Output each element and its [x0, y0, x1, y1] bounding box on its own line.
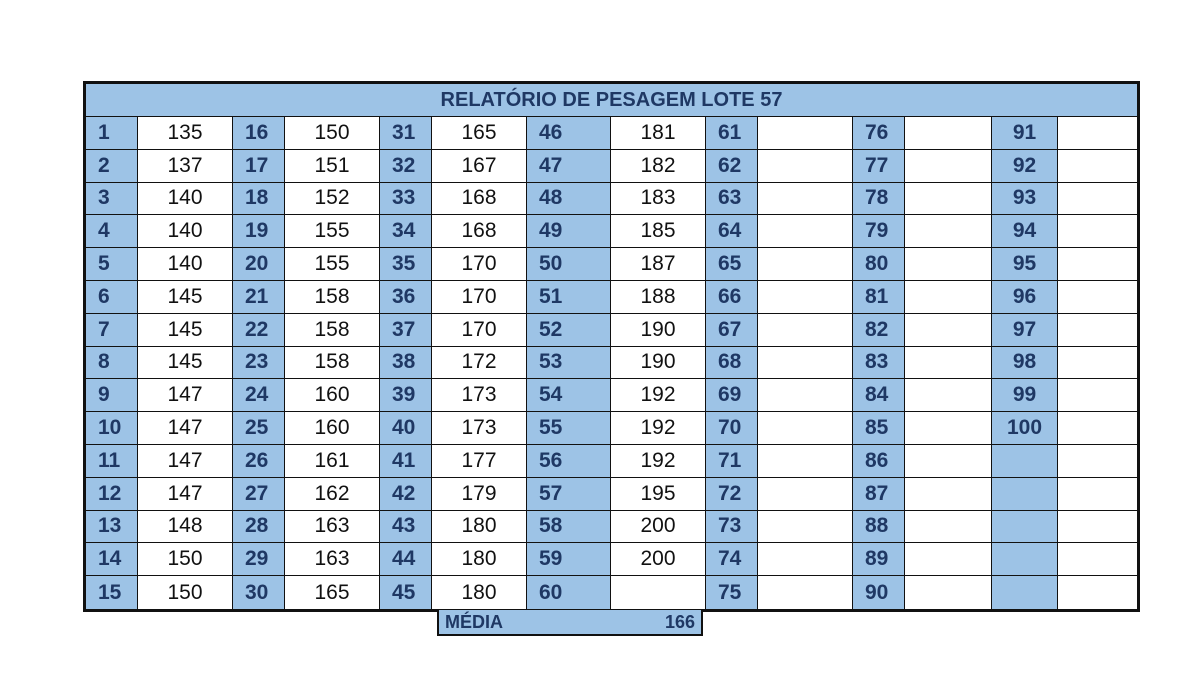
weight-cell[interactable]: 192: [611, 379, 706, 412]
row-number: 81: [853, 281, 905, 314]
weight-cell[interactable]: 155: [285, 215, 380, 248]
row-number: 73: [706, 511, 758, 544]
weight-cell[interactable]: 137: [138, 150, 233, 183]
average-value: 166: [664, 611, 695, 632]
weight-cell[interactable]: [905, 248, 992, 281]
weight-cell[interactable]: 170: [432, 314, 527, 347]
row-number: [992, 576, 1058, 609]
weight-cell[interactable]: [1058, 314, 1137, 347]
row-number: 14: [86, 543, 138, 576]
row-number: 26: [233, 445, 285, 478]
weight-cell[interactable]: 147: [138, 478, 233, 511]
weight-cell[interactable]: [758, 183, 853, 216]
weight-cell[interactable]: 185: [611, 215, 706, 248]
weight-cell[interactable]: [1058, 248, 1137, 281]
weight-cell[interactable]: 192: [611, 445, 706, 478]
weight-cell[interactable]: [758, 347, 853, 380]
row-number: 78: [853, 183, 905, 216]
row-number: 57: [527, 478, 611, 511]
row-number: 90: [853, 576, 905, 609]
weight-cell[interactable]: 150: [138, 576, 233, 609]
weight-cell[interactable]: [758, 248, 853, 281]
weight-cell[interactable]: 192: [611, 412, 706, 445]
weight-cell[interactable]: 182: [611, 150, 706, 183]
weight-cell[interactable]: 165: [432, 117, 527, 150]
row-number: 1: [86, 117, 138, 150]
row-number: 10: [86, 412, 138, 445]
weight-cell[interactable]: [1058, 511, 1137, 544]
weight-cell[interactable]: [758, 445, 853, 478]
weight-cell[interactable]: [1058, 183, 1137, 216]
row-number: 100: [992, 412, 1058, 445]
weight-cell[interactable]: 160: [285, 412, 380, 445]
row-number: 39: [380, 379, 432, 412]
weight-cell[interactable]: [905, 511, 992, 544]
row-number: 70: [706, 412, 758, 445]
row-number: 85: [853, 412, 905, 445]
row-number: 71: [706, 445, 758, 478]
row-number: 42: [380, 478, 432, 511]
row-number: 13: [86, 511, 138, 544]
row-number: 76: [853, 117, 905, 150]
weight-cell[interactable]: 170: [432, 281, 527, 314]
weight-cell[interactable]: 150: [138, 543, 233, 576]
weight-cell[interactable]: 168: [432, 183, 527, 216]
weight-cell[interactable]: 151: [285, 150, 380, 183]
weights-grid: [86, 117, 1137, 609]
weight-cell[interactable]: [905, 347, 992, 380]
row-number: 89: [853, 543, 905, 576]
weight-cell[interactable]: 140: [138, 248, 233, 281]
row-number: 98: [992, 347, 1058, 380]
row-number: 5: [86, 248, 138, 281]
weight-cell[interactable]: [758, 543, 853, 576]
weight-cell[interactable]: 148: [138, 511, 233, 544]
weight-cell[interactable]: 155: [285, 248, 380, 281]
row-number: 52: [527, 314, 611, 347]
weight-cell[interactable]: 158: [285, 347, 380, 380]
weight-cell[interactable]: 163: [285, 511, 380, 544]
row-number: 61: [706, 117, 758, 150]
row-number: 99: [992, 379, 1058, 412]
row-number: 64: [706, 215, 758, 248]
weighing-report-table: [83, 81, 1140, 612]
weight-cell[interactable]: 145: [138, 347, 233, 380]
row-number: 53: [527, 347, 611, 380]
row-number: 55: [527, 412, 611, 445]
weight-cell[interactable]: 145: [138, 314, 233, 347]
row-number: 83: [853, 347, 905, 380]
weight-cell[interactable]: 190: [611, 314, 706, 347]
row-number: 31: [380, 117, 432, 150]
row-number: 37: [380, 314, 432, 347]
row-number: 66: [706, 281, 758, 314]
weight-cell[interactable]: 179: [432, 478, 527, 511]
weight-cell[interactable]: 177: [432, 445, 527, 478]
weight-cell[interactable]: [905, 314, 992, 347]
row-number: 50: [527, 248, 611, 281]
weight-cell[interactable]: [905, 150, 992, 183]
weight-cell[interactable]: 162: [285, 478, 380, 511]
weight-cell[interactable]: [905, 281, 992, 314]
weight-cell[interactable]: [1058, 576, 1137, 609]
row-number: 72: [706, 478, 758, 511]
row-number: 79: [853, 215, 905, 248]
weight-cell[interactable]: [1058, 478, 1137, 511]
weight-cell[interactable]: [905, 183, 992, 216]
row-number: [992, 478, 1058, 511]
row-number: 6: [86, 281, 138, 314]
row-number: 91: [992, 117, 1058, 150]
row-number: 56: [527, 445, 611, 478]
weight-cell[interactable]: 147: [138, 412, 233, 445]
weight-cell[interactable]: [1058, 543, 1137, 576]
row-number: 36: [380, 281, 432, 314]
row-number: 2: [86, 150, 138, 183]
weight-cell[interactable]: 147: [138, 379, 233, 412]
row-number: 93: [992, 183, 1058, 216]
weight-cell[interactable]: [1058, 215, 1137, 248]
weight-cell[interactable]: [1058, 412, 1137, 445]
weight-cell[interactable]: 140: [138, 183, 233, 216]
row-number: [992, 511, 1058, 544]
row-number: 8: [86, 347, 138, 380]
row-number: 86: [853, 445, 905, 478]
weight-cell[interactable]: [905, 478, 992, 511]
weight-cell[interactable]: 200: [611, 543, 706, 576]
weight-cell[interactable]: [1058, 379, 1137, 412]
row-number: 82: [853, 314, 905, 347]
row-number: 35: [380, 248, 432, 281]
weight-cell[interactable]: 160: [285, 379, 380, 412]
row-number: 94: [992, 215, 1058, 248]
weight-cell[interactable]: [758, 281, 853, 314]
weight-cell[interactable]: [1058, 117, 1137, 150]
weight-cell[interactable]: [758, 511, 853, 544]
row-number: 65: [706, 248, 758, 281]
row-number: 24: [233, 379, 285, 412]
weight-cell[interactable]: 188: [611, 281, 706, 314]
weight-cell[interactable]: 140: [138, 215, 233, 248]
weight-cell[interactable]: [611, 576, 706, 609]
row-number: 34: [380, 215, 432, 248]
row-number: 22: [233, 314, 285, 347]
row-number: 3: [86, 183, 138, 216]
row-number: 49: [527, 215, 611, 248]
weight-cell[interactable]: 187: [611, 248, 706, 281]
row-number: 18: [233, 183, 285, 216]
weight-cell[interactable]: 152: [285, 183, 380, 216]
weight-cell[interactable]: [758, 478, 853, 511]
row-number: 17: [233, 150, 285, 183]
weight-cell[interactable]: [1058, 281, 1137, 314]
weight-cell[interactable]: 150: [285, 117, 380, 150]
weight-cell[interactable]: 183: [611, 183, 706, 216]
row-number: 43: [380, 511, 432, 544]
row-number: 87: [853, 478, 905, 511]
row-number: 45: [380, 576, 432, 609]
average-label: MÉDIA: [445, 611, 503, 632]
row-number: 74: [706, 543, 758, 576]
row-number: 84: [853, 379, 905, 412]
row-number: 38: [380, 347, 432, 380]
weight-cell[interactable]: 135: [138, 117, 233, 150]
weight-cell[interactable]: 181: [611, 117, 706, 150]
weight-cell[interactable]: [758, 314, 853, 347]
row-number: 88: [853, 511, 905, 544]
weight-cell[interactable]: [905, 576, 992, 609]
row-number: 28: [233, 511, 285, 544]
row-number: 23: [233, 347, 285, 380]
row-number: 27: [233, 478, 285, 511]
row-number: 21: [233, 281, 285, 314]
weight-cell[interactable]: [905, 117, 992, 150]
weight-cell[interactable]: 195: [611, 478, 706, 511]
row-number: 58: [527, 511, 611, 544]
row-number: 19: [233, 215, 285, 248]
weight-cell[interactable]: 173: [432, 412, 527, 445]
weight-cell[interactable]: 161: [285, 445, 380, 478]
row-number: 32: [380, 150, 432, 183]
row-number: 96: [992, 281, 1058, 314]
weight-cell[interactable]: [1058, 347, 1137, 380]
average-summary: [437, 609, 703, 636]
row-number: 29: [233, 543, 285, 576]
row-number: 59: [527, 543, 611, 576]
weight-cell[interactable]: [758, 412, 853, 445]
weight-cell[interactable]: 173: [432, 379, 527, 412]
row-number: [992, 543, 1058, 576]
row-number: 63: [706, 183, 758, 216]
weight-cell[interactable]: 190: [611, 347, 706, 380]
weight-cell[interactable]: [905, 379, 992, 412]
weight-cell[interactable]: [758, 379, 853, 412]
row-number: 54: [527, 379, 611, 412]
weight-cell[interactable]: [758, 150, 853, 183]
row-number: 4: [86, 215, 138, 248]
weight-cell[interactable]: [1058, 150, 1137, 183]
weight-cell[interactable]: 163: [285, 543, 380, 576]
row-number: 67: [706, 314, 758, 347]
row-number: 44: [380, 543, 432, 576]
row-number: 25: [233, 412, 285, 445]
row-number: 20: [233, 248, 285, 281]
row-number: 75: [706, 576, 758, 609]
weight-cell[interactable]: [905, 215, 992, 248]
weight-cell[interactable]: [758, 576, 853, 609]
weight-cell[interactable]: 147: [138, 445, 233, 478]
row-number: 77: [853, 150, 905, 183]
row-number: 12: [86, 478, 138, 511]
weight-cell[interactable]: 170: [432, 248, 527, 281]
row-number: 33: [380, 183, 432, 216]
weight-cell[interactable]: [758, 117, 853, 150]
row-number: 69: [706, 379, 758, 412]
weight-cell[interactable]: 200: [611, 511, 706, 544]
weight-cell[interactable]: 167: [432, 150, 527, 183]
weight-cell[interactable]: [758, 215, 853, 248]
weight-cell[interactable]: 168: [432, 215, 527, 248]
weight-cell[interactable]: [905, 543, 992, 576]
row-number: 9: [86, 379, 138, 412]
row-number: 80: [853, 248, 905, 281]
weight-cell[interactable]: [1058, 445, 1137, 478]
row-number: 92: [992, 150, 1058, 183]
row-number: [992, 445, 1058, 478]
weight-cell[interactable]: 165: [285, 576, 380, 609]
weight-cell[interactable]: 180: [432, 576, 527, 609]
row-number: 40: [380, 412, 432, 445]
row-number: 47: [527, 150, 611, 183]
row-number: 30: [233, 576, 285, 609]
row-number: 15: [86, 576, 138, 609]
weight-cell[interactable]: 172: [432, 347, 527, 380]
row-number: 68: [706, 347, 758, 380]
weight-cell[interactable]: 180: [432, 543, 527, 576]
weight-cell[interactable]: 180: [432, 511, 527, 544]
row-number: 11: [86, 445, 138, 478]
weight-cell[interactable]: [905, 445, 992, 478]
row-number: 60: [527, 576, 611, 609]
row-number: 41: [380, 445, 432, 478]
row-number: 51: [527, 281, 611, 314]
row-number: 48: [527, 183, 611, 216]
row-number: 95: [992, 248, 1058, 281]
weight-cell[interactable]: 158: [285, 281, 380, 314]
report-title: RELATÓRIO DE PESAGEM LOTE 57: [86, 84, 1137, 117]
row-number: 62: [706, 150, 758, 183]
row-number: 97: [992, 314, 1058, 347]
weight-cell[interactable]: 145: [138, 281, 233, 314]
weight-cell[interactable]: [905, 412, 992, 445]
weight-cell[interactable]: 158: [285, 314, 380, 347]
row-number: 7: [86, 314, 138, 347]
row-number: 16: [233, 117, 285, 150]
row-number: 46: [527, 117, 611, 150]
